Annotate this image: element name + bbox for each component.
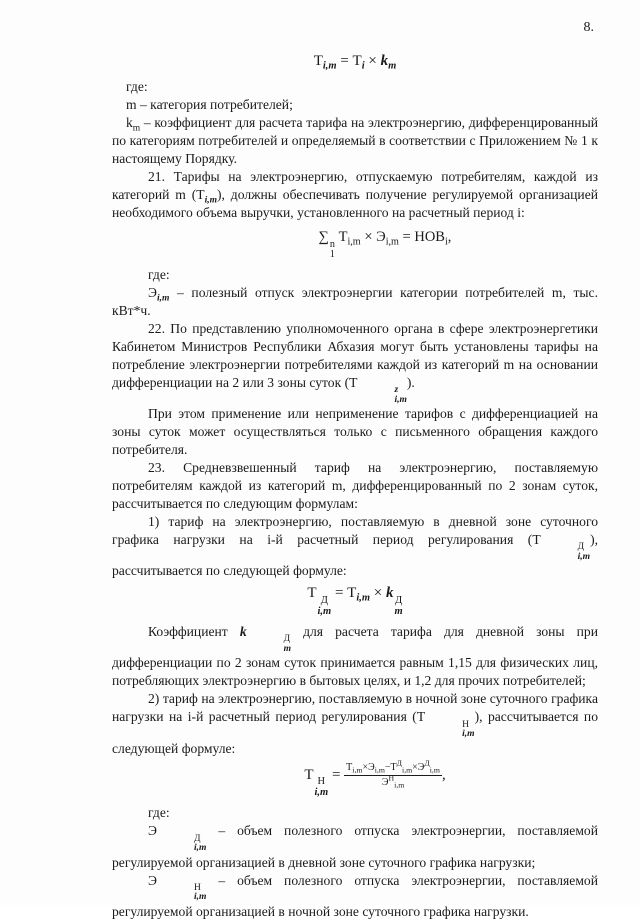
formula-sup: Д [320,595,328,607]
formula-sup: Д [193,833,201,844]
formula-day-tariff [112,584,598,617]
paragraph-text: 2) тариф на электроэнергию, поставляемую в ночной зоне суточного графика нагрузки на i-й расчетный период регулирования (Т [112,691,598,725]
formula-text: ×Э [362,761,375,773]
formula-night-tariff [112,758,598,799]
definition-e [112,284,598,320]
formula-sup: Д [395,595,403,607]
paragraph-text: 22. По представлению уполномоченного органа в сфере электроэнергетики Кабинетом Министров Республики Абхазия могут быть установлены тарифы на потребление электроэнергии потребителями каждой из категорий m на основании дифференциации на 2 или 3 зоны суток (Т [112,320,598,390]
paragraph-coefficient [112,623,598,690]
formula-sub: i,m [347,236,361,248]
formula-sub: i,m [394,780,405,790]
formula-sub: i,m [193,843,207,854]
formula-text: Т [334,229,348,245]
where-label: где: [126,79,148,94]
formula-sub: i,m [374,765,385,775]
formula-limits [158,884,206,903]
fraction-denominator [381,773,405,790]
formula-text: Т [346,761,353,773]
formula-revenue-sum [112,228,598,260]
formula-limits [314,777,328,798]
formula-text: Т [307,585,317,602]
formula-text: Т [313,53,323,69]
formula-sub: m [388,60,397,72]
definition-text: – коэффициент для расчета тарифа на электроэнергию, дифференцированный по категориям потребителей и определяемый в соответствии с Приложением № 1 к настоящему Порядку. [112,115,598,166]
formula-sub: i,m [429,765,440,775]
formula-sub: i,m [317,605,332,617]
formula-text: k [386,585,394,602]
formula-sup: Д [577,542,585,553]
paragraph-text: 1) тариф на электроэнергию, поставляемую в дневной зоне суточного графика нагрузки на i-й расчетный период регулирования (Т [112,514,598,548]
formula-sub: i,m [204,195,218,206]
definition-symbol: Э [148,823,157,839]
formula-tariff-by-category [112,52,598,70]
formula-sup: Д [424,758,430,768]
formula-text: = [328,766,345,783]
formula-sub: m [394,605,403,617]
formula-sup: Н [462,719,470,730]
paragraph-23: 23. Средневзвешенный тариф на электроэнергию, поставляемую потребителям каждой из категорий m, дифференцированный по 2 зонам суток, рассчитывается по следующим формулам: [112,460,598,512]
formula-sub: i,m [401,765,413,775]
formula-text: × [364,53,381,69]
formula-sub: i,m [322,60,337,72]
page-number: 8. [583,20,594,35]
formula-sub: m [283,643,292,654]
definition-e-day [112,822,598,871]
formula-fraction [344,758,442,790]
paragraph-22-note: При этом применение или неприменение тарифов с дифференциацией на зоны суток может осуществляться только с письменного обращения каждого потребителя. [112,406,598,458]
definition-symbol: Э [148,872,157,888]
definition-text: – объем полезного отпуска электроэнергии, поставляемой регулируемой организацией в ночной зоне суточного графика нагрузки. [112,872,598,919]
where-label: где: [148,266,170,282]
formula-sub: i,m [314,786,329,798]
definition-text: – полезный отпуск электроэнергии категории потребителей m, тыс. кВт*ч. [112,284,598,318]
formula-sup: z [394,385,399,396]
formula-text: = Т [331,585,357,602]
definition-symbol: Э [148,284,157,300]
formula-text: ×Э [412,761,425,773]
formula-text: k [380,53,389,69]
formula-sub: 1 [329,248,335,260]
formula-limits [426,721,474,740]
item-night-tariff [112,690,598,757]
formula-text: × [370,585,387,602]
formula-limits [358,386,406,405]
paragraph-text: 21. Тарифы на электроэнергию, отпускаемую потребителям, каждой из категорий m (Т [112,169,598,202]
formula-text: × Э [360,229,386,245]
paragraph-text: ), рассчитывается по следующей формуле: [112,532,598,579]
formula-text: Т [304,766,314,783]
formula-sup: Д [396,758,402,768]
paragraph-text: для расчета тарифа для дневной зоны при дифференциации по 2 зонам суток принимается равным 1,15 для физических лиц, потребляющих электроэнергию в бытовых целях, и 1,2 для прочих потребителей; [112,624,598,689]
definition-text: – объем полезного отпуска электроэнергии, поставляемой регулируемой организацией в дневной зоне суточного графика нагрузки; [112,823,598,870]
paragraph-text: ), рассчитывается по следующей формуле: [112,709,598,756]
formula-text: ∑ [318,229,329,245]
formula-limits [248,635,291,654]
definition-e-night [112,872,598,921]
formula-limits [542,543,590,562]
paragraph-text: ), должны обеспечивать получение регулируемой организацией необходимого объема выручки, установленного на расчетный период i: [112,187,599,220]
formula-text: k [239,624,247,640]
formula-sup: Д [283,634,291,645]
definition-symbol-sub: m [132,123,141,134]
formula-sub: i [361,60,365,72]
formula-sub: i,m [193,892,207,903]
formula-limits [317,596,331,617]
formula-sub: i [444,236,448,248]
formula-sub: i,m [394,394,407,405]
formula-limits [395,596,403,617]
formula-sub: i,m [462,729,475,740]
paragraph-22 [112,320,598,405]
paragraph-text: Коэффициент [148,624,240,640]
formula-sub: i,m [577,551,591,562]
formula-text: , [447,229,452,245]
formula-text: = НОВ [398,229,445,245]
formula-sup: n [329,238,335,250]
item-day-tariff [112,513,598,580]
formula-sup: Н [317,776,326,788]
paragraph-21 [112,168,598,222]
formula-sub: i,m [352,765,363,775]
formula-text: −Т [384,761,397,773]
formula-sup: Н [193,882,201,893]
document-body [112,52,598,921]
formula-sub: i,m [356,593,371,605]
definition-m: m – категория потребителей; [126,97,293,112]
definition-symbol-sub: i,m [156,293,170,304]
formula-limits [158,835,206,854]
formula-sub: i,m [385,236,399,248]
formula-text: , [441,766,446,783]
formula-sup: Н [388,773,395,783]
definition-symbol: k [126,115,133,130]
definition-k [112,114,598,168]
where-label: где: [148,805,170,821]
formula-text: Э [381,776,389,788]
formula-text: = Т [336,53,362,69]
paragraph-text: ). [406,374,415,390]
